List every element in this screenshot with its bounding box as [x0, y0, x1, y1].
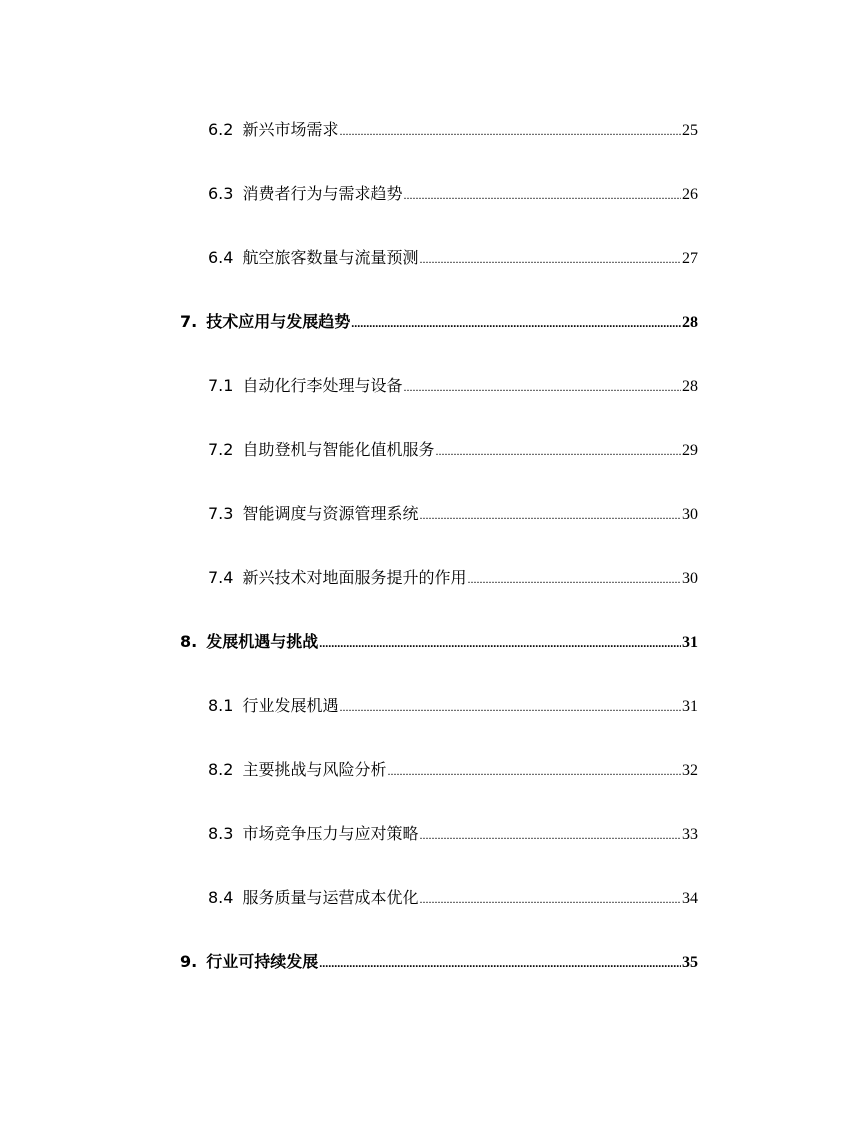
toc-entry-title: 主要挑战与风险分析	[242, 760, 387, 779]
toc-entry-6-4[interactable]	[208, 247, 698, 269]
toc-page-number: 31	[682, 698, 698, 715]
toc-entry-title: 服务质量与运营成本优化	[242, 888, 419, 907]
toc-page-number: 25	[682, 122, 698, 139]
toc-page-number: 26	[682, 186, 698, 203]
toc-page-number: 29	[682, 442, 698, 459]
toc-entry-title: 技术应用与发展趋势	[206, 312, 351, 331]
toc-page-number: 28	[682, 314, 698, 331]
toc-entry-8[interactable]	[180, 631, 698, 653]
toc-entry-number: 7.4	[208, 568, 234, 587]
toc-entry-title: 市场竞争压力与应对策略	[242, 824, 419, 843]
toc-page-number: 33	[682, 826, 698, 843]
toc-entry-number: 8.	[180, 632, 198, 651]
toc-entry-number: 7.	[180, 312, 198, 331]
toc-entry-7-2[interactable]	[208, 439, 698, 461]
toc-entry-title: 航空旅客数量与流量预测	[242, 248, 419, 267]
toc-dot-leader	[319, 952, 681, 974]
toc-page-number: 30	[682, 506, 698, 523]
toc-entry-7-4[interactable]	[208, 567, 698, 589]
toc-dot-leader	[339, 696, 681, 718]
toc-entry-number: 6.4	[208, 248, 234, 267]
toc-entry-title: 自助登机与智能化值机服务	[242, 440, 435, 459]
toc-entry-title: 消费者行为与需求趋势	[242, 184, 403, 203]
toc-dot-leader	[419, 504, 681, 526]
toc-entry-8-1[interactable]	[208, 695, 698, 717]
toc-entry-title: 新兴市场需求	[242, 120, 339, 139]
toc-page-number: 27	[682, 250, 698, 267]
toc-entry-7[interactable]	[180, 311, 698, 333]
toc-entry-number: 6.3	[208, 184, 234, 203]
toc-entry-8-2[interactable]	[208, 759, 698, 781]
toc-entry-number: 7.1	[208, 376, 234, 395]
toc-page-number: 30	[682, 570, 698, 587]
toc-entry-title: 新兴技术对地面服务提升的作用	[242, 568, 467, 587]
toc-dot-leader	[351, 312, 681, 334]
toc-page-number: 31	[682, 634, 698, 651]
toc-dot-leader	[339, 120, 681, 142]
toc-entry-title: 自动化行李处理与设备	[242, 376, 403, 395]
toc-dot-leader	[435, 440, 681, 462]
toc-entry-title: 行业可持续发展	[206, 952, 319, 971]
toc-entry-7-3[interactable]	[208, 503, 698, 525]
toc-entry-number: 6.2	[208, 120, 234, 139]
toc-page-number: 32	[682, 762, 698, 779]
toc-page-number: 34	[682, 890, 698, 907]
toc-dot-leader	[419, 248, 681, 270]
toc-entry-6-3[interactable]	[208, 183, 698, 205]
toc-dot-leader	[319, 632, 681, 654]
toc-entry-number: 9.	[180, 952, 198, 971]
toc-entry-number: 8.4	[208, 888, 234, 907]
toc-dot-leader	[419, 824, 681, 846]
toc-page-number: 35	[682, 954, 698, 971]
toc-entry-number: 8.1	[208, 696, 234, 715]
toc-dot-leader	[403, 376, 681, 398]
toc-entry-number: 8.3	[208, 824, 234, 843]
toc-entry-6-2[interactable]	[208, 119, 698, 141]
toc-dot-leader	[419, 888, 681, 910]
toc-entry-9[interactable]	[180, 951, 698, 973]
toc-entry-8-4[interactable]	[208, 887, 698, 909]
toc-dot-leader	[467, 568, 681, 590]
toc-dot-leader	[403, 184, 681, 206]
toc-entry-number: 8.2	[208, 760, 234, 779]
toc-dot-leader	[387, 760, 681, 782]
toc-entry-title: 智能调度与资源管理系统	[242, 504, 419, 523]
toc-entry-title: 发展机遇与挑战	[206, 632, 319, 651]
toc-entry-8-3[interactable]	[208, 823, 698, 845]
toc-entry-title: 行业发展机遇	[242, 696, 339, 715]
toc-entry-number: 7.2	[208, 440, 234, 459]
toc-page-number: 28	[682, 378, 698, 395]
toc-entry-number: 7.3	[208, 504, 234, 523]
toc-entry-7-1[interactable]	[208, 375, 698, 397]
